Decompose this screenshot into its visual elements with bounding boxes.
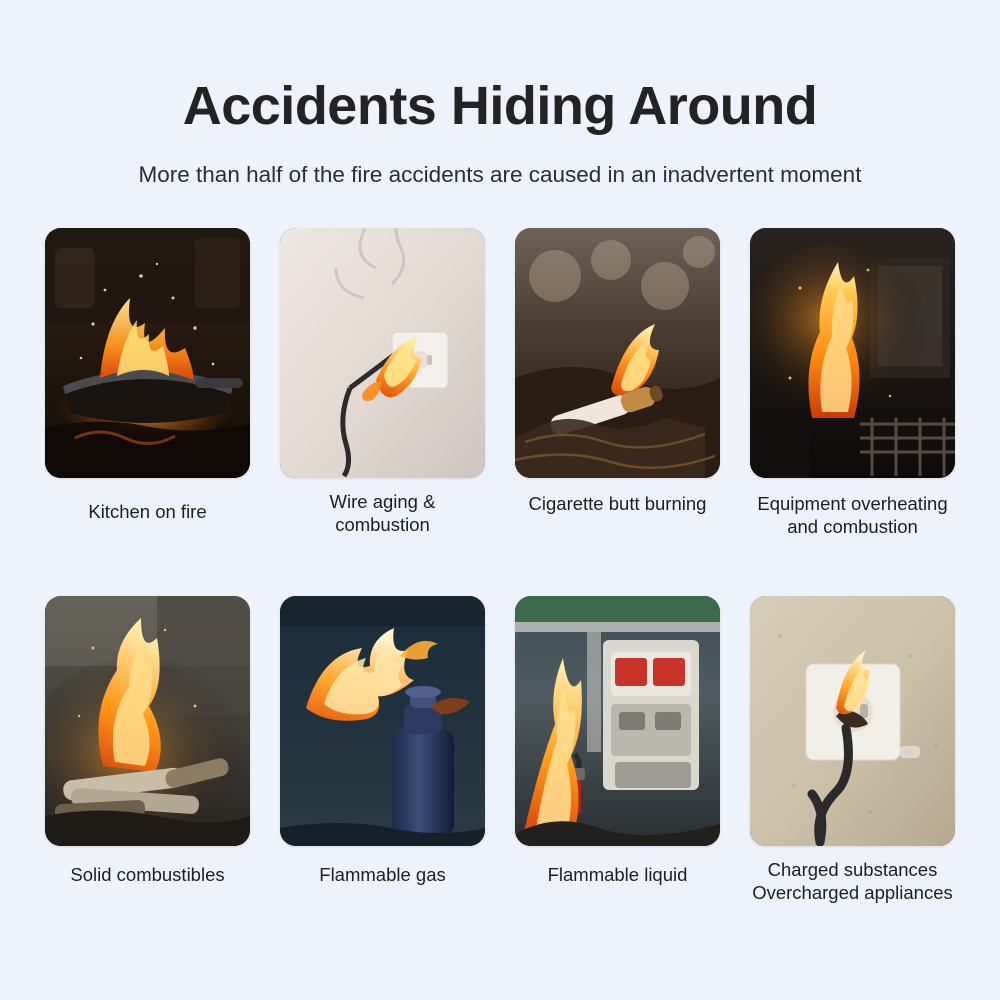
hazard-grid-row-2 [30, 586, 970, 909]
hazard-caption: Solid combustibles [70, 863, 225, 885]
hazard-caption: Equipment overheating and combustion [757, 492, 948, 537]
hazard-caption: Charged substances Overcharged appliances [752, 858, 953, 903]
equipment-overheating-photo [750, 228, 955, 478]
flammable-liquid-photo [515, 596, 720, 846]
hazard-cell-solid-combustibles [45, 596, 250, 909]
cigarette-butt-burning-photo [515, 228, 720, 478]
hazard-caption: Flammable liquid [547, 863, 688, 885]
hazard-cell-wire-aging [280, 228, 485, 546]
page-subtitle: More than half of the fire accidents are caused in an inadvertent moment [138, 161, 862, 187]
hazard-cell-cigarette-butt [515, 228, 720, 546]
hazard-cell-equipment-overheating [750, 228, 955, 546]
solid-combustibles-photo [45, 596, 250, 846]
hazard-cell-flammable-liquid [515, 596, 720, 909]
hazard-cell-charged-substances [750, 596, 955, 909]
charged-substances-photo [750, 596, 955, 846]
kitchen-on-fire-photo [45, 228, 250, 478]
hazard-caption: Wire aging & combustion [329, 490, 436, 535]
flammable-gas-photo [280, 596, 485, 846]
page-title: Accidents Hiding Around [182, 76, 818, 136]
hazard-caption: Kitchen on fire [88, 500, 207, 522]
hazard-cell-kitchen-on-fire [45, 228, 250, 546]
hazard-caption: Cigarette butt burning [528, 492, 707, 514]
header [0, 0, 1000, 188]
hazard-caption: Flammable gas [319, 863, 446, 885]
hazard-cell-flammable-gas [280, 596, 485, 909]
hazard-grid-row-1 [30, 228, 970, 546]
wire-aging-combustion-photo [280, 228, 485, 478]
